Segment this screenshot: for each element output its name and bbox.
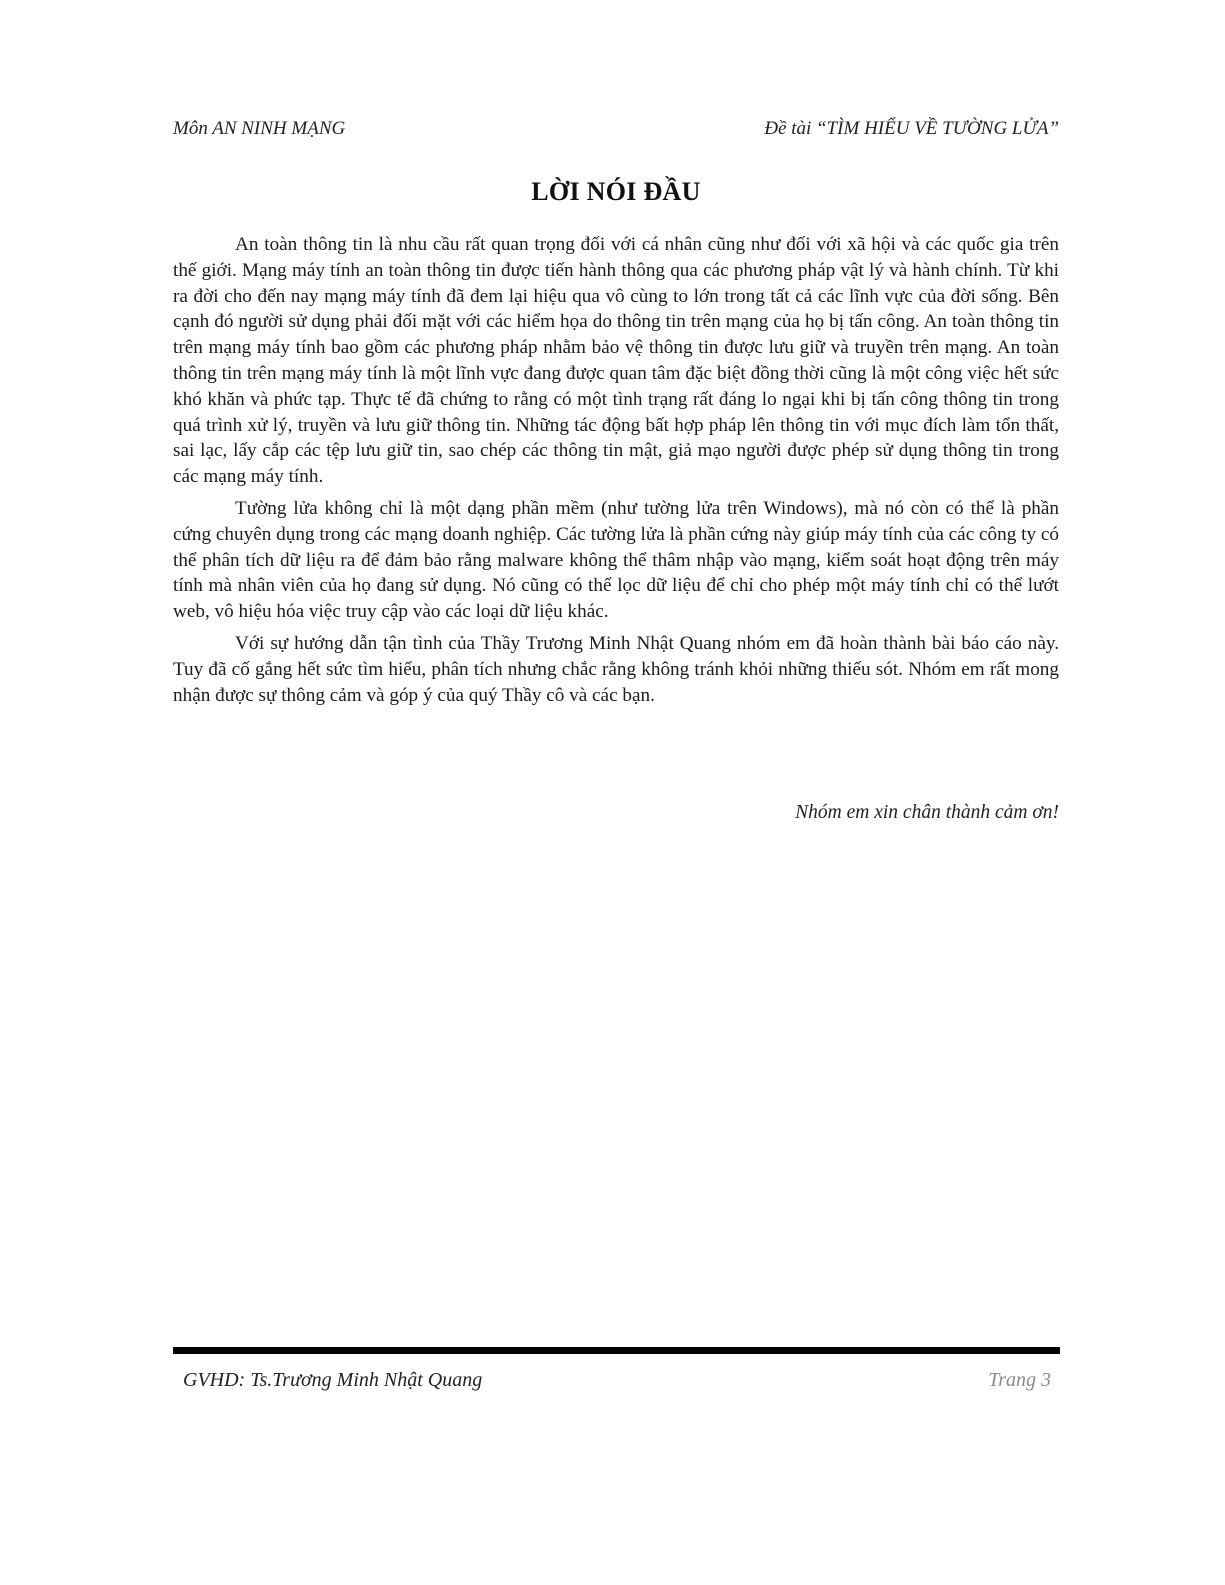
- header-topic: Đề tài “TÌM HIỂU VỀ TƯỜNG LỬA”: [764, 118, 1059, 139]
- footer-instructor: GVHD: Ts.Trương Minh Nhật Quang: [183, 1369, 483, 1391]
- page-footer: [183, 1369, 1051, 1392]
- paragraph: Tường lửa không chỉ là một dạng phần mềm (như tường lửa trên Windows), mà nó còn có thể là phần cứng chuyên dụng trong các mạng doanh nghiệp. Các tường lửa là phần cứng này giúp máy tính của các công ty có thể phân tích dữ liệu ra để đảm bảo rằng malware không thể thâm nhập vào mạng, kiểm soát hoạt động trên máy tính mà nhân viên của họ đang sử dụng. Nó cũng có thể lọc dữ liệu để chỉ cho phép một máy tính chỉ có thể lướt web, vô hiệu hóa việc truy cập vào các loại dữ liệu khác.: [173, 497, 1059, 623]
- header-course: Môn AN NINH MẠNG: [173, 118, 346, 139]
- footer-divider: [173, 1347, 1060, 1354]
- paragraph: An toàn thông tin là nhu cầu rất quan trọng đối với cá nhân cũng như đối với xã hội và các quốc gia trên thế giới. Mạng máy tính an toàn thông tin được tiến hành thông qua các phương pháp vật lý và hành chính. Từ khi ra đời cho đến nay mạng máy tính đã đem lại hiệu qua vô cùng to lớn trong tất cả các lĩnh vực của đời sống. Bên cạnh đó người sử dụng phải đối mặt với các hiểm họa do thông tin trên mạng của họ bị tấn công. An toàn thông tin trên mạng máy tính bao gồm các phương pháp nhằm bảo vệ thông tin được lưu giữ và truyền trên mạng. An toàn thông tin trên mạng máy tính là một lĩnh vực đang được quan tâm đặc biệt đồng thời cũng là một công việc hết sức khó khăn và phức tạp. Thực tế đã chứng to rằng có một tình trạng rất đáng lo ngại khi bị tấn công thông tin trong quá trình xử lý, truyền và lưu giữ thông tin. Những tác động bất hợp pháp lên thông tin với mục đích làm tổn thất, sai lạc, lấy cắp các tệp lưu giữ tin, sao chép các thông tin mật, giả mạo người được phép sử dụng thông tin trong các mạng máy tính.: [173, 234, 1059, 488]
- signoff: Nhóm em xin chân thành cảm ơn!: [795, 802, 1059, 823]
- page-title: LỜI NÓI ĐẦU: [531, 177, 701, 206]
- paragraph: Với sự hướng dẫn tận tình của Thầy Trương Minh Nhật Quang nhóm em đã hoàn thành bài báo cáo này. Tuy đã cố gắng hết sức tìm hiểu, phân tích nhưng chắc rằng không tránh khỏi những thiếu sót. Nhóm em rất mong nhận được sự thông cảm và góp ý của quý Thầy cô và các bạn.: [173, 632, 1059, 706]
- page-header: [173, 118, 1059, 140]
- body-text: [173, 232, 1059, 714]
- page-number: Trang 3: [988, 1369, 1051, 1391]
